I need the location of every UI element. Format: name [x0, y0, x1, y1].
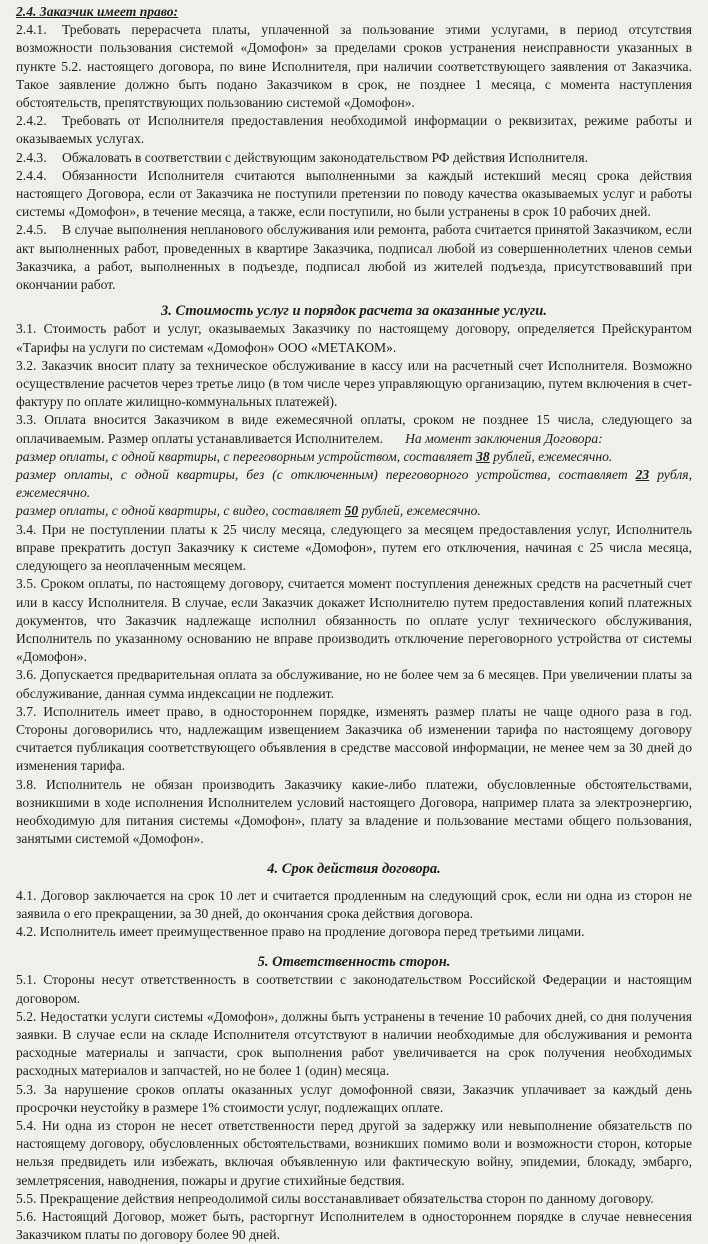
- clause-4-2: 4.2. Исполнитель имеет преимущественное право на продление договора перед третьими лицами.: [16, 923, 585, 939]
- clause-3-4: 3.4. При не поступлении платы к 25 числу месяца, следующего за месяцем предоставления услуг, Исполнитель вправе прекратить доступ Заказчику к системе «Домофон», путем его отключения, начиная с 25 числа месяца, следующего за неоплаченным месяцем.: [16, 521, 692, 574]
- section-5-heading: 5. Ответственность сторон.: [257, 954, 451, 971]
- clause-5-5: 5.5. Прекращение действия непреодолимой силы восстанавливает обязательства сторон по данному договору.: [16, 1190, 654, 1206]
- tariff-post: рублей, ежемесячно.: [489, 448, 613, 464]
- clause-3-1: 3.1. Стоимость работ и услуг, оказываемых Заказчику по настоящему договору, определяется Прейскурантом «Тарифы на услуги по системам «Домофон» ООО «МЕТАКОМ».: [16, 321, 692, 355]
- clause-3-7: 3.7. Исполнитель имеет право, в одностороннем порядке, изменять размер платы не чаще одного раза в год. Стороны договорились что, надлежащим извещением Заказчика об изменении тарифа по настоящему договору считается публикация соответствующего объявления в средстве массовой информации, не менее чем за 30 дней до изменения тарифа.: [16, 703, 692, 774]
- clause-text: Обжаловать в соответствии с действующим законодательством РФ действия Исполнителя.: [62, 149, 588, 165]
- clause-2-4-5: [16, 221, 692, 294]
- clause-number: 2.4.5.: [16, 222, 47, 238]
- clause-text: Требовать от Исполнителя предоставления необходимой информации о реквизитах, режиме работы и оказываемых услугах.: [16, 113, 692, 147]
- clause-text: Обязанности Исполнителя считаются выполненными за каждый истекший месяц срока действия настоящего Договора, если от Заказчика не поступили претензии по поводу качества оказываемых услуг и работы системы «Домофон», в течение месяца, а также, если поступили, но были устранены в срок 10 рабочих дней.: [16, 167, 692, 220]
- clause-3-6: 3.6. Допускается предварительная оплата за обслуживание, но не более чем за 6 месяцев. При увеличении платы за обслуживание, данная сумма индексации не подлежит.: [16, 667, 692, 701]
- tariff-post: рубля, ежемесячно.: [16, 467, 692, 501]
- clause-3-3: [16, 411, 692, 447]
- section-4-heading: 4. Срок действия договора.: [267, 861, 441, 878]
- clause-number: 2.4.2.: [16, 113, 47, 129]
- section-2-4-items: [16, 21, 692, 294]
- clause-5-1: 5.1. Стороны несут ответственность в соответствии с законодательством Российской Федерации и настоящим договором.: [16, 972, 692, 1006]
- clause-2-4-2: [16, 112, 692, 148]
- clause-5-6: 5.6. Настоящий Договор, может быть, расторгнут Исполнителем в одностороннем порядке в случае невнесения Заказчиком платы по договору более 90 дней.: [16, 1209, 692, 1243]
- clause-3-3-note: На момент заключения Договора:: [405, 430, 603, 446]
- clause-5-3: 5.3. За нарушение сроков оплаты оказанных услуг домофонной связи, Заказчик уплачивает за каждый день просрочки неустойку в размере 1% стоимости услуг, подлежащих оплате.: [16, 1081, 692, 1115]
- clause-3-2: 3.2. Заказчик вносит плату за техническое обслуживание в кассу или на расчетный счет Исполнителя. Возможно осуществление расчетов через третье лицо (в том числе через управляющую организацию, путем включения в счет-фактуру по оплате жилищно-коммунальных платежей).: [16, 357, 692, 410]
- clause-text: Требовать перерасчета платы, уплаченной за пользование этими услугами, в период отсутствия возможности пользования системой «Домофон» за пределами сроков устранения неисправности указанных в пункте 5.2. настоящего договора, по вине Исполнителя, при наличии соответствующего заявления от Заказчика. Такое заявление должно быть подано Заказчиком в срок, не позднее 1 месяца, с момента наступления обстоятельств, препятствующих пользованию системой «Домофон».: [16, 22, 692, 111]
- tariff-list: [16, 448, 692, 521]
- tariff-post: рублей, ежемесячно.: [358, 503, 481, 519]
- tariff-pre: размер оплаты, с одной квартиры, без (с отключенным) переговорного устройства, составляет: [16, 467, 636, 483]
- clause-2-4-1: [16, 21, 692, 112]
- clause-2-4-4: [16, 167, 692, 222]
- tariff-amount: 50: [344, 503, 359, 519]
- section-2-4-heading: 2.4. Заказчик имеет право:: [16, 4, 179, 19]
- tariff-pre: размер оплаты, с одной квартиры, с видео, составляет: [16, 503, 345, 519]
- section-3-heading: 3. Стоимость услуг и порядок расчета за оказанные услуги.: [161, 303, 547, 320]
- clause-3-5: 3.5. Сроком оплаты, по настоящему договору, считается момент поступления денежных средств на расчетный счет или в кассу Исполнителя. В случае, если Заказчик докажет Исполнителю путем предоставления копий платежных документов, что Заказчик надлежаще исполнил обязанность по оплате услуг технического обслуживания, Исполнитель по указанному основанию не вправе производить отключение переговорного устройства от системы «Домофон».: [16, 576, 692, 665]
- tariff-pre: размер оплаты, с одной квартиры, с переговорным устройством, составляет: [16, 448, 477, 464]
- clause-5-4: 5.4. Ни одна из сторон не несет ответственности перед другой за задержку или невыполнение обязательств по настоящему договору, обусловленных обстоятельствами, возникших помимо воли и возможности сторон, которые нельзя предвидеть или избежать, включая объявленную или фактическую войну, эпидемии, блокаду, эмбарго, землетрясения, наводнения, пожары и другие стихийные бедствия.: [16, 1117, 692, 1188]
- tariff-amount: 38: [476, 448, 490, 464]
- clause-3-3-text: 3.3. Оплата вносится Заказчиком в виде ежемесячной оплаты, сроком не позднее 15 числа, следующего за оплачиваемым. Размер оплаты устанавливается Исполнителем.: [16, 412, 692, 446]
- clause-number: 2.4.3.: [16, 149, 47, 165]
- clause-2-4-3: [16, 149, 692, 167]
- clause-number: 2.4.4.: [16, 167, 47, 183]
- tariff-line: [16, 448, 692, 466]
- clause-number: 2.4.1.: [16, 22, 47, 38]
- clause-3-8: 3.8. Исполнитель не обязан производить Заказчику какие-либо платежи, обусловленные обстоятельствами, возникшими в ходе исполнения Исполнителем условий настоящего Договора, например плата за электроэнергию, необходимую для питания системы «Домофон», плату за владение и пользование местами общего пользования, занятыми системой «Домофон».: [16, 776, 692, 847]
- clause-5-2: 5.2. Недостатки услуги системы «Домофон», должны быть устранены в течение 10 рабочих дней, со дня получения заявки. В случае если на складе Исполнителя отсутствуют в наличии необходимые для обслуживания и ремонта расходные материалы и запчасти, срок выполнения работ увеличивается на срок получения необходимых расходных материалов и запчастей, но не более 1 (один) месяца.: [16, 1008, 692, 1079]
- clause-text: В случае выполнения непланового обслуживания или ремонта, работа считается принятой Заказчиком, если акт выполненных работ, проведенных в квартире Заказчика, подписал любой из совершеннолетних членов семьи Заказчика, а работ, выполненных в подъезде, подписал любой из жителей подъезда, присутствовавший при окончании работ.: [16, 222, 692, 293]
- tariff-line: [16, 466, 692, 502]
- clause-4-1: 4.1. Договор заключается на срок 10 лет и считается продленным на следующий срок, если ни одна из сторон не заявила о его прекращении, за 30 дней, до окончания срока действия договора.: [16, 887, 692, 921]
- tariff-amount: 23: [635, 467, 650, 483]
- tariff-line: [16, 502, 692, 520]
